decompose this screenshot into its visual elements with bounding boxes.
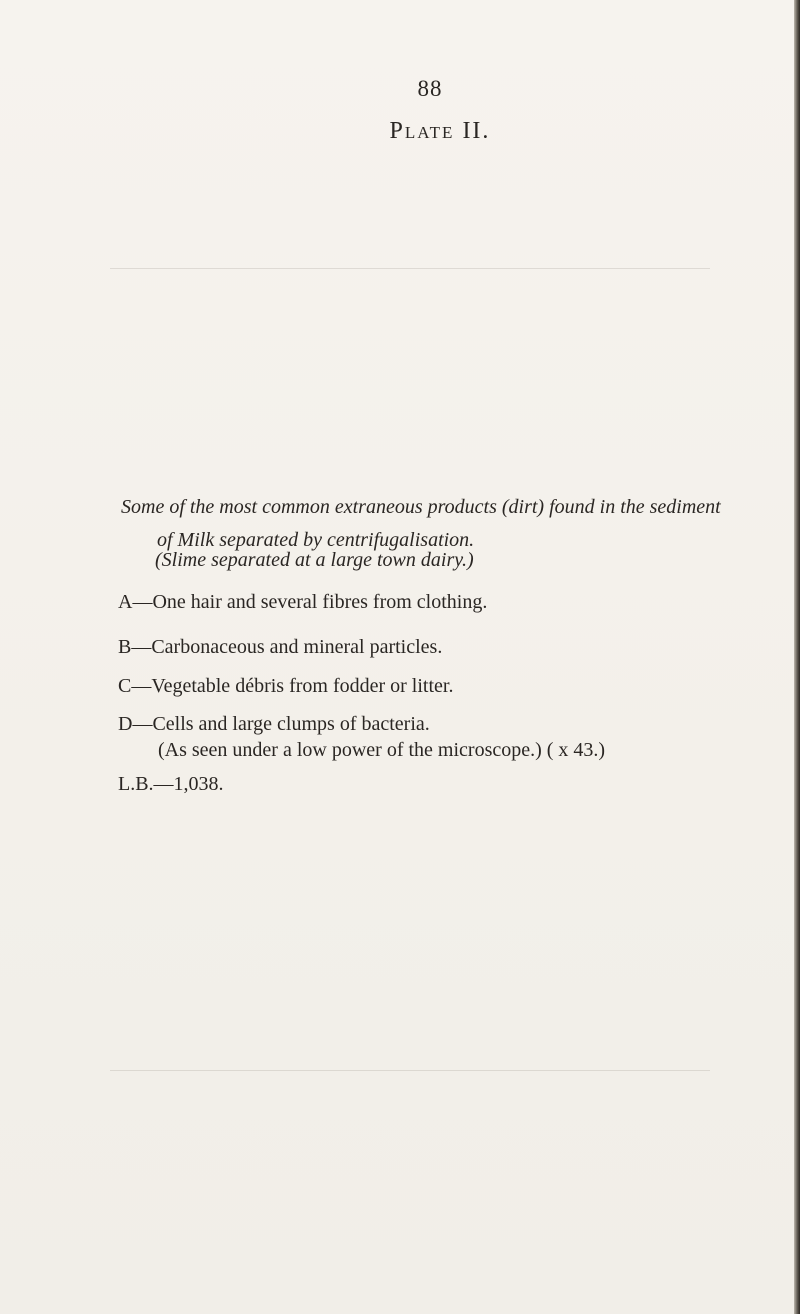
caption-subtitle: (Slime separated at a large town dairy.) [155,549,474,571]
faint-plate-edge-bottom [110,1070,710,1071]
legend-item-b: B—Carbonaceous and mineral particles. [118,636,443,658]
reference-number: L.B.—1,038. [118,773,224,795]
plate-title: Plate II. [389,118,491,144]
caption-line-2: of Milk separated by centrifugalisation. [157,529,475,551]
caption-line-1: Some of the most common extraneous products (dirt) found in the sediment [121,496,721,518]
legend-item-c: C—Vegetable débris from fodder or litter. [118,675,454,697]
legend-item-d: D—Cells and large clumps of bacteria. [118,713,430,735]
legend-item-a: A—One hair and several fibres from clothing. [118,591,488,613]
scan-edge [794,0,800,1314]
faint-plate-edge-top [110,268,710,269]
magnification-note: (As seen under a low power of the microscope.) ( x 43.) [158,739,606,761]
plate-caption [121,491,800,557]
page-number: 88 [417,76,443,101]
